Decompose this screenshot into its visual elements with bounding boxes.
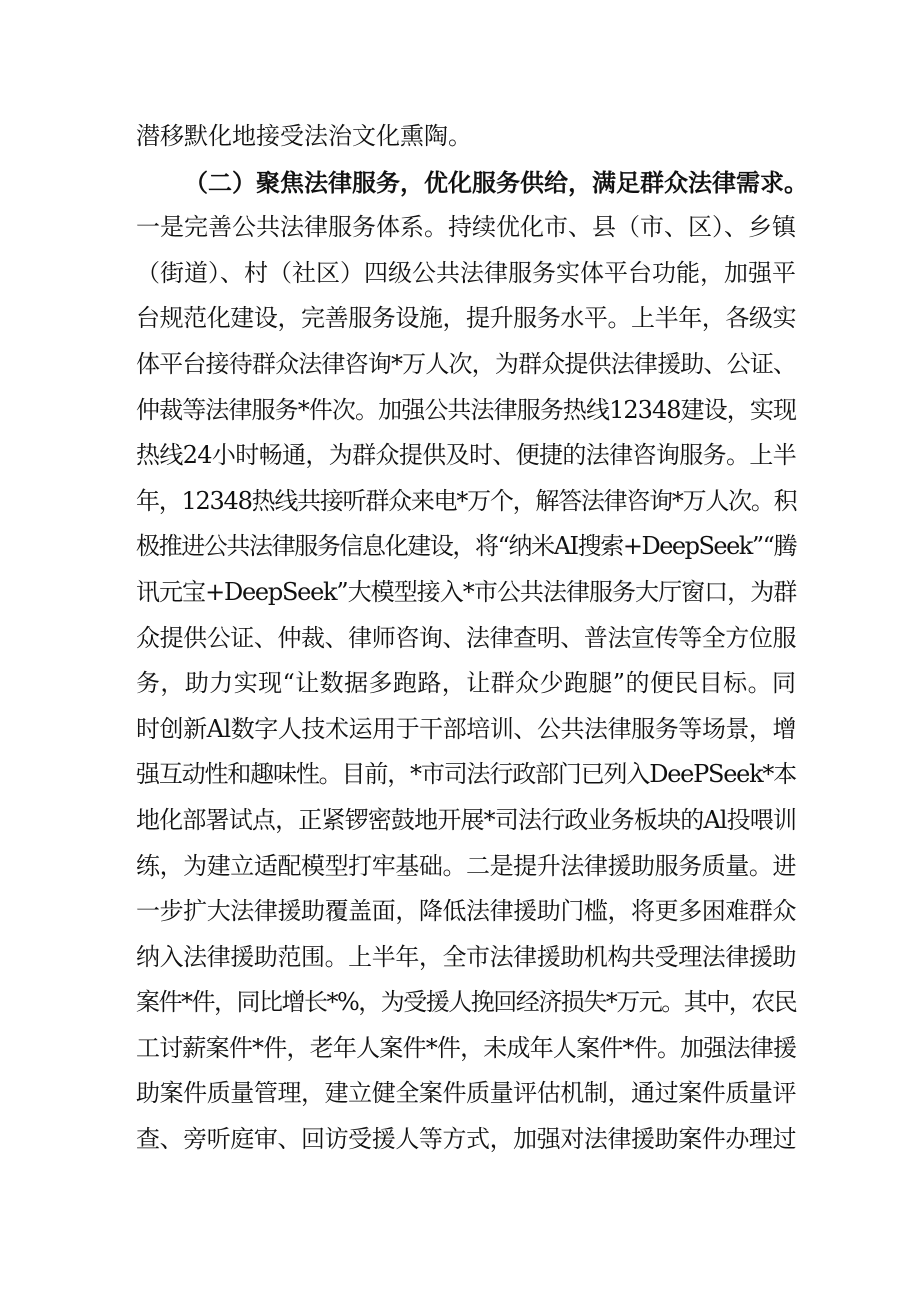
text-line: 务，助力实现“让数据多跑路，让群众少跑腿”的便民目标。同 <box>136 669 796 698</box>
text-line: 查、旁听庭审、回访受援人等方式，加强对法律援助案件办理过 <box>136 1125 796 1154</box>
text-line: 年，12348热线共接听群众来电*万个，解答法律咨询*万人次。积 <box>136 486 797 515</box>
text-line: 助案件质量管理，建立健全案件质量评估机制，通过案件质量评 <box>136 1079 796 1108</box>
text-line: 强互动性和趣味性。目前，*市司法行政部门已列入DeePSeek*本 <box>136 760 796 789</box>
text-line: 热线24小时畅通，为群众提供及时、便捷的法律咨询服务。上半 <box>136 441 796 470</box>
body-text <box>136 114 808 1163</box>
text-line: 地化部署试点，正紧锣密鼓地开展*司法行政业务板块的Al投喂训 <box>136 805 796 834</box>
text-line: 讯元宝+DeepSeek”大模型接入*市公共法律服务大厅窗口，为群 <box>136 577 796 606</box>
text-line: 练，为建立适配模型打牢基础。二是提升法律援助服务质量。进 <box>136 851 796 880</box>
text-line: 工讨薪案件*件，老年人案件*件，未成年人案件*件。加强法律援 <box>136 1033 796 1062</box>
text-line: 纳入法律援助范围。上半年，全市法律援助机构共受理法律援助 <box>136 942 796 971</box>
text-line: 时创新Al数字人技术运用于干部培训、公共法律服务等场景，增 <box>136 714 796 743</box>
section-heading-text: （二）聚焦法律服务，优化服务供给，满足群众法律需求。 <box>184 167 808 197</box>
text-line: 一是完善公共法律服务体系。持续优化市、县（市、区）、乡镇 <box>136 213 796 242</box>
text-line: 众提供公证、仲裁、律师咨询、法律查明、普法宣传等全方位服 <box>136 623 796 652</box>
text-line: 体平台接待群众法律咨询*万人次，为群众提供法律援助、公证、 <box>136 349 796 378</box>
text-line: 极推进公共法律服务信息化建设，将“纳米AI搜索+DeepSeek”“腾 <box>136 532 796 561</box>
text-line: （街道）、村（社区）四级公共法律服务实体平台功能，加强平 <box>136 258 796 287</box>
text-line: 案件*件，同比增长*%，为受援人挽回经济损失*万元。其中，农民 <box>136 988 797 1017</box>
text-line: 仲裁等法律服务*件次。加强公共法律服务热线12348建设，实现 <box>136 395 796 424</box>
section-heading <box>136 160 808 206</box>
text-line: 潜移默化地接受法治文化熏陶。 <box>136 122 472 150</box>
text-line: 台规范化建设，完善服务设施，提升服务水平。上半年，各级实 <box>136 304 796 333</box>
text-line: 一步扩大法律援助覆盖面，降低法律援助门槛，将更多困难群众 <box>136 897 796 926</box>
